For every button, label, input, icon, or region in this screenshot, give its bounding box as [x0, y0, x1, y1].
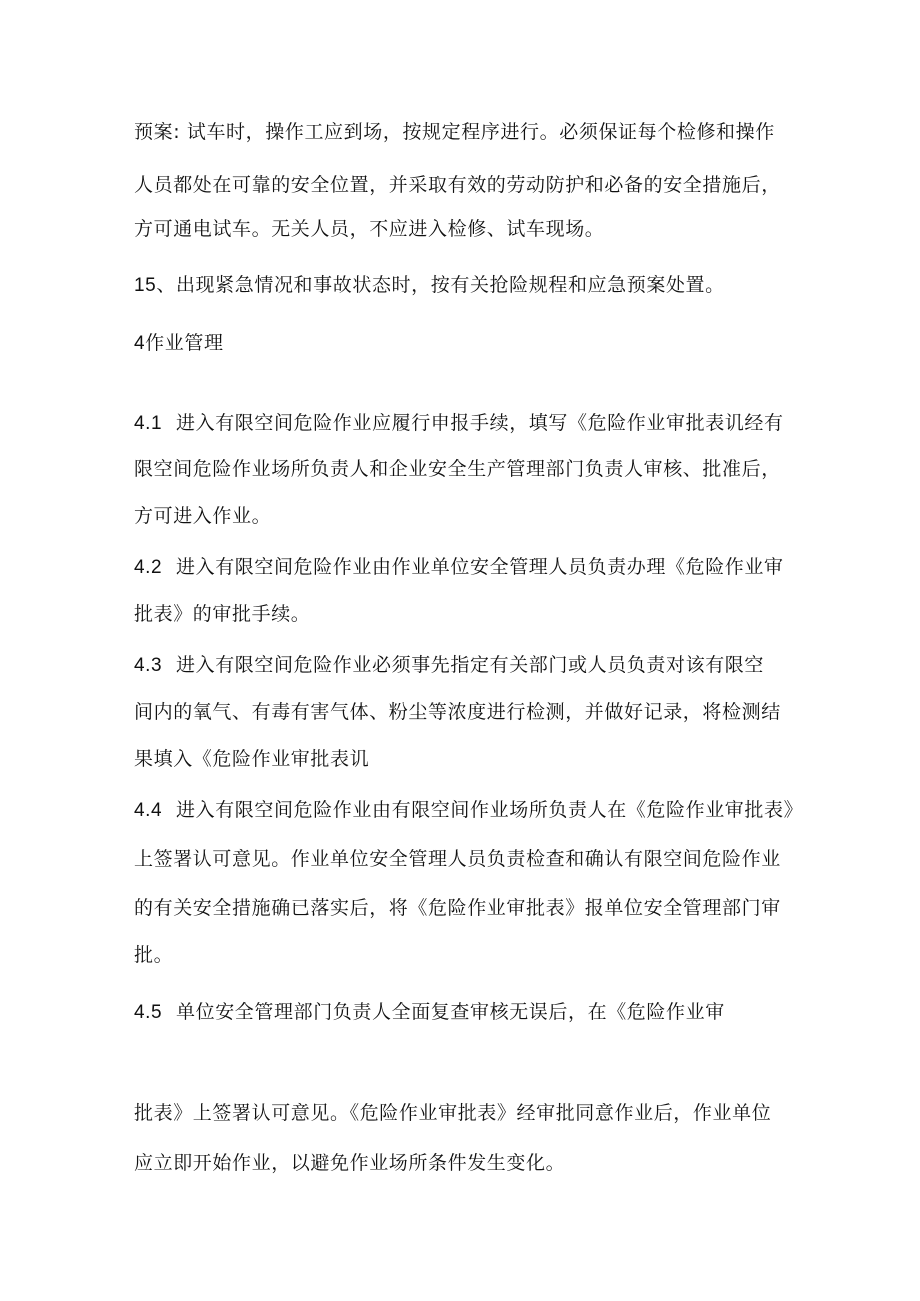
- section-title: 作业管理: [145, 332, 224, 354]
- clause-text: 进入有限空间危险作业由作业单位安全管理人员负责办理《危险作业审: [176, 556, 784, 578]
- clause-4-2: [134, 554, 784, 581]
- clause-text: 进入有限空间危险作业由有限空间作业场所负责人在《危险作业审批表》: [176, 799, 804, 821]
- paragraph-line: 批。: [134, 944, 174, 966]
- paragraph-line: 方可通电试车。无关人员，不应进入检修、试车现场。: [134, 218, 605, 240]
- section-heading: [134, 330, 224, 357]
- paragraph-line: 方可进入作业。: [134, 505, 272, 527]
- paragraph-line: 果填入《危险作业审批表讥: [134, 748, 370, 770]
- clause-number: 4.5: [134, 1002, 163, 1023]
- clause-number: 4.3: [134, 655, 163, 676]
- paragraph-line: 批表》上签署认可意见。《危险作业审批表》经审批同意作业后，作业单位: [134, 1102, 772, 1124]
- clause-number: 4.4: [134, 800, 163, 821]
- item-15: [134, 272, 725, 299]
- item-number: 15: [134, 275, 157, 296]
- clause-text: 单位安全管理部门负责人全面复查审核无误后，在《危险作业审: [176, 1001, 725, 1023]
- paragraph-line: 的有关安全措施确已落实后，将《危险作业审批表》报单位安全管理部门审: [134, 897, 781, 919]
- paragraph-line: 限空间危险作业场所负责人和企业安全生产管理部门负责人审核、批准后，: [134, 458, 781, 480]
- clause-4-1: [134, 410, 784, 437]
- paragraph-line: 预案: 试车时，操作工应到场，按规定程序进行。必须保证每个检修和操作: [134, 121, 775, 143]
- paragraph-line: 应立即开始作业，以避免作业场所条件发生变化。: [134, 1152, 566, 1174]
- clause-number: 4.1: [134, 413, 163, 434]
- paragraph-line: 批表》的审批手续。: [134, 603, 311, 625]
- paragraph-line: 上签署认可意见。作业单位安全管理人员负责检查和确认有限空间危险作业: [134, 848, 781, 870]
- clause-4-4: [134, 797, 803, 824]
- clause-number: 4.2: [134, 557, 163, 578]
- clause-4-5: [134, 999, 725, 1026]
- clause-4-3: [134, 652, 764, 679]
- section-number: 4: [134, 333, 146, 354]
- clause-text: 进入有限空间危险作业应履行申报手续，填写《危险作业审批表讥经有: [176, 412, 784, 434]
- item-text: 、出现紧急情况和事故状态时，按有关抢险规程和应急预案处置。: [156, 274, 725, 296]
- clause-text: 进入有限空间危险作业必须事先指定有关部门或人员负责对该有限空: [176, 654, 765, 676]
- paragraph-line: 间内的氧气、有毒有害气体、粉尘等浓度进行检测，并做好记录，将检测结: [134, 701, 781, 723]
- paragraph-line: 人员都处在可靠的安全位置，并采取有效的劳动防护和必备的安全措施后，: [134, 174, 781, 196]
